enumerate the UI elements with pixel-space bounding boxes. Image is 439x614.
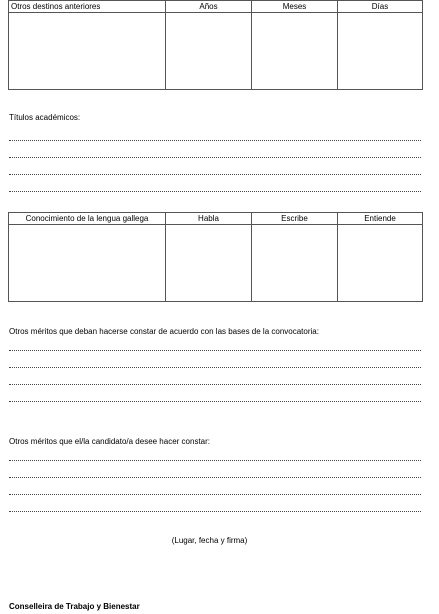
anos-header: Años [166, 1, 252, 13]
meses-header: Meses [252, 1, 338, 13]
meritos-convocatoria-line-1[interactable] [9, 350, 421, 351]
lengua-header: Conocimiento de la lengua gallega [9, 213, 166, 225]
titulos-line-4[interactable] [9, 191, 421, 192]
titulos-line-2[interactable] [9, 157, 421, 158]
entiende-header: Entiende [338, 213, 423, 225]
meritos-convocatoria-line-3[interactable] [9, 384, 421, 385]
meritos-convocatoria-line-4[interactable] [9, 401, 421, 402]
meritos-candidato-line-1[interactable] [9, 460, 421, 461]
meritos-candidato-line-2[interactable] [9, 477, 421, 478]
habla-header: Habla [166, 213, 252, 225]
dias-header: Días [338, 1, 423, 13]
anos-cell[interactable] [166, 13, 252, 90]
meritos-candidato-label: Otros méritos que el/la candidato/a desee hacer constar: [9, 437, 210, 446]
habla-cell[interactable] [166, 225, 252, 302]
entiende-cell[interactable] [338, 225, 423, 302]
lengua-table [8, 212, 423, 302]
lengua-cell[interactable] [9, 225, 166, 302]
titulos-label: Títulos académicos: [9, 113, 81, 122]
meritos-convocatoria-label: Otros méritos que deban hacerse constar de acuerdo con las bases de la convocatoria: [9, 327, 319, 336]
destinos-header: Otros destinos anteriores [9, 1, 166, 13]
dias-cell[interactable] [338, 13, 423, 90]
titulos-line-1[interactable] [9, 140, 421, 141]
meritos-candidato-line-3[interactable] [9, 494, 421, 495]
meses-cell[interactable] [252, 13, 338, 90]
titulos-line-3[interactable] [9, 174, 421, 175]
firma-label: (Lugar, fecha y firma) [171, 536, 248, 545]
destinos-table [8, 0, 423, 90]
meritos-convocatoria-line-2[interactable] [9, 367, 421, 368]
escribe-header: Escribe [252, 213, 338, 225]
meritos-candidato-line-4[interactable] [9, 511, 421, 512]
destinos-cell[interactable] [9, 13, 166, 90]
escribe-cell[interactable] [252, 225, 338, 302]
footer-text: Conselleira de Trabajo y Bienestar [9, 602, 140, 611]
